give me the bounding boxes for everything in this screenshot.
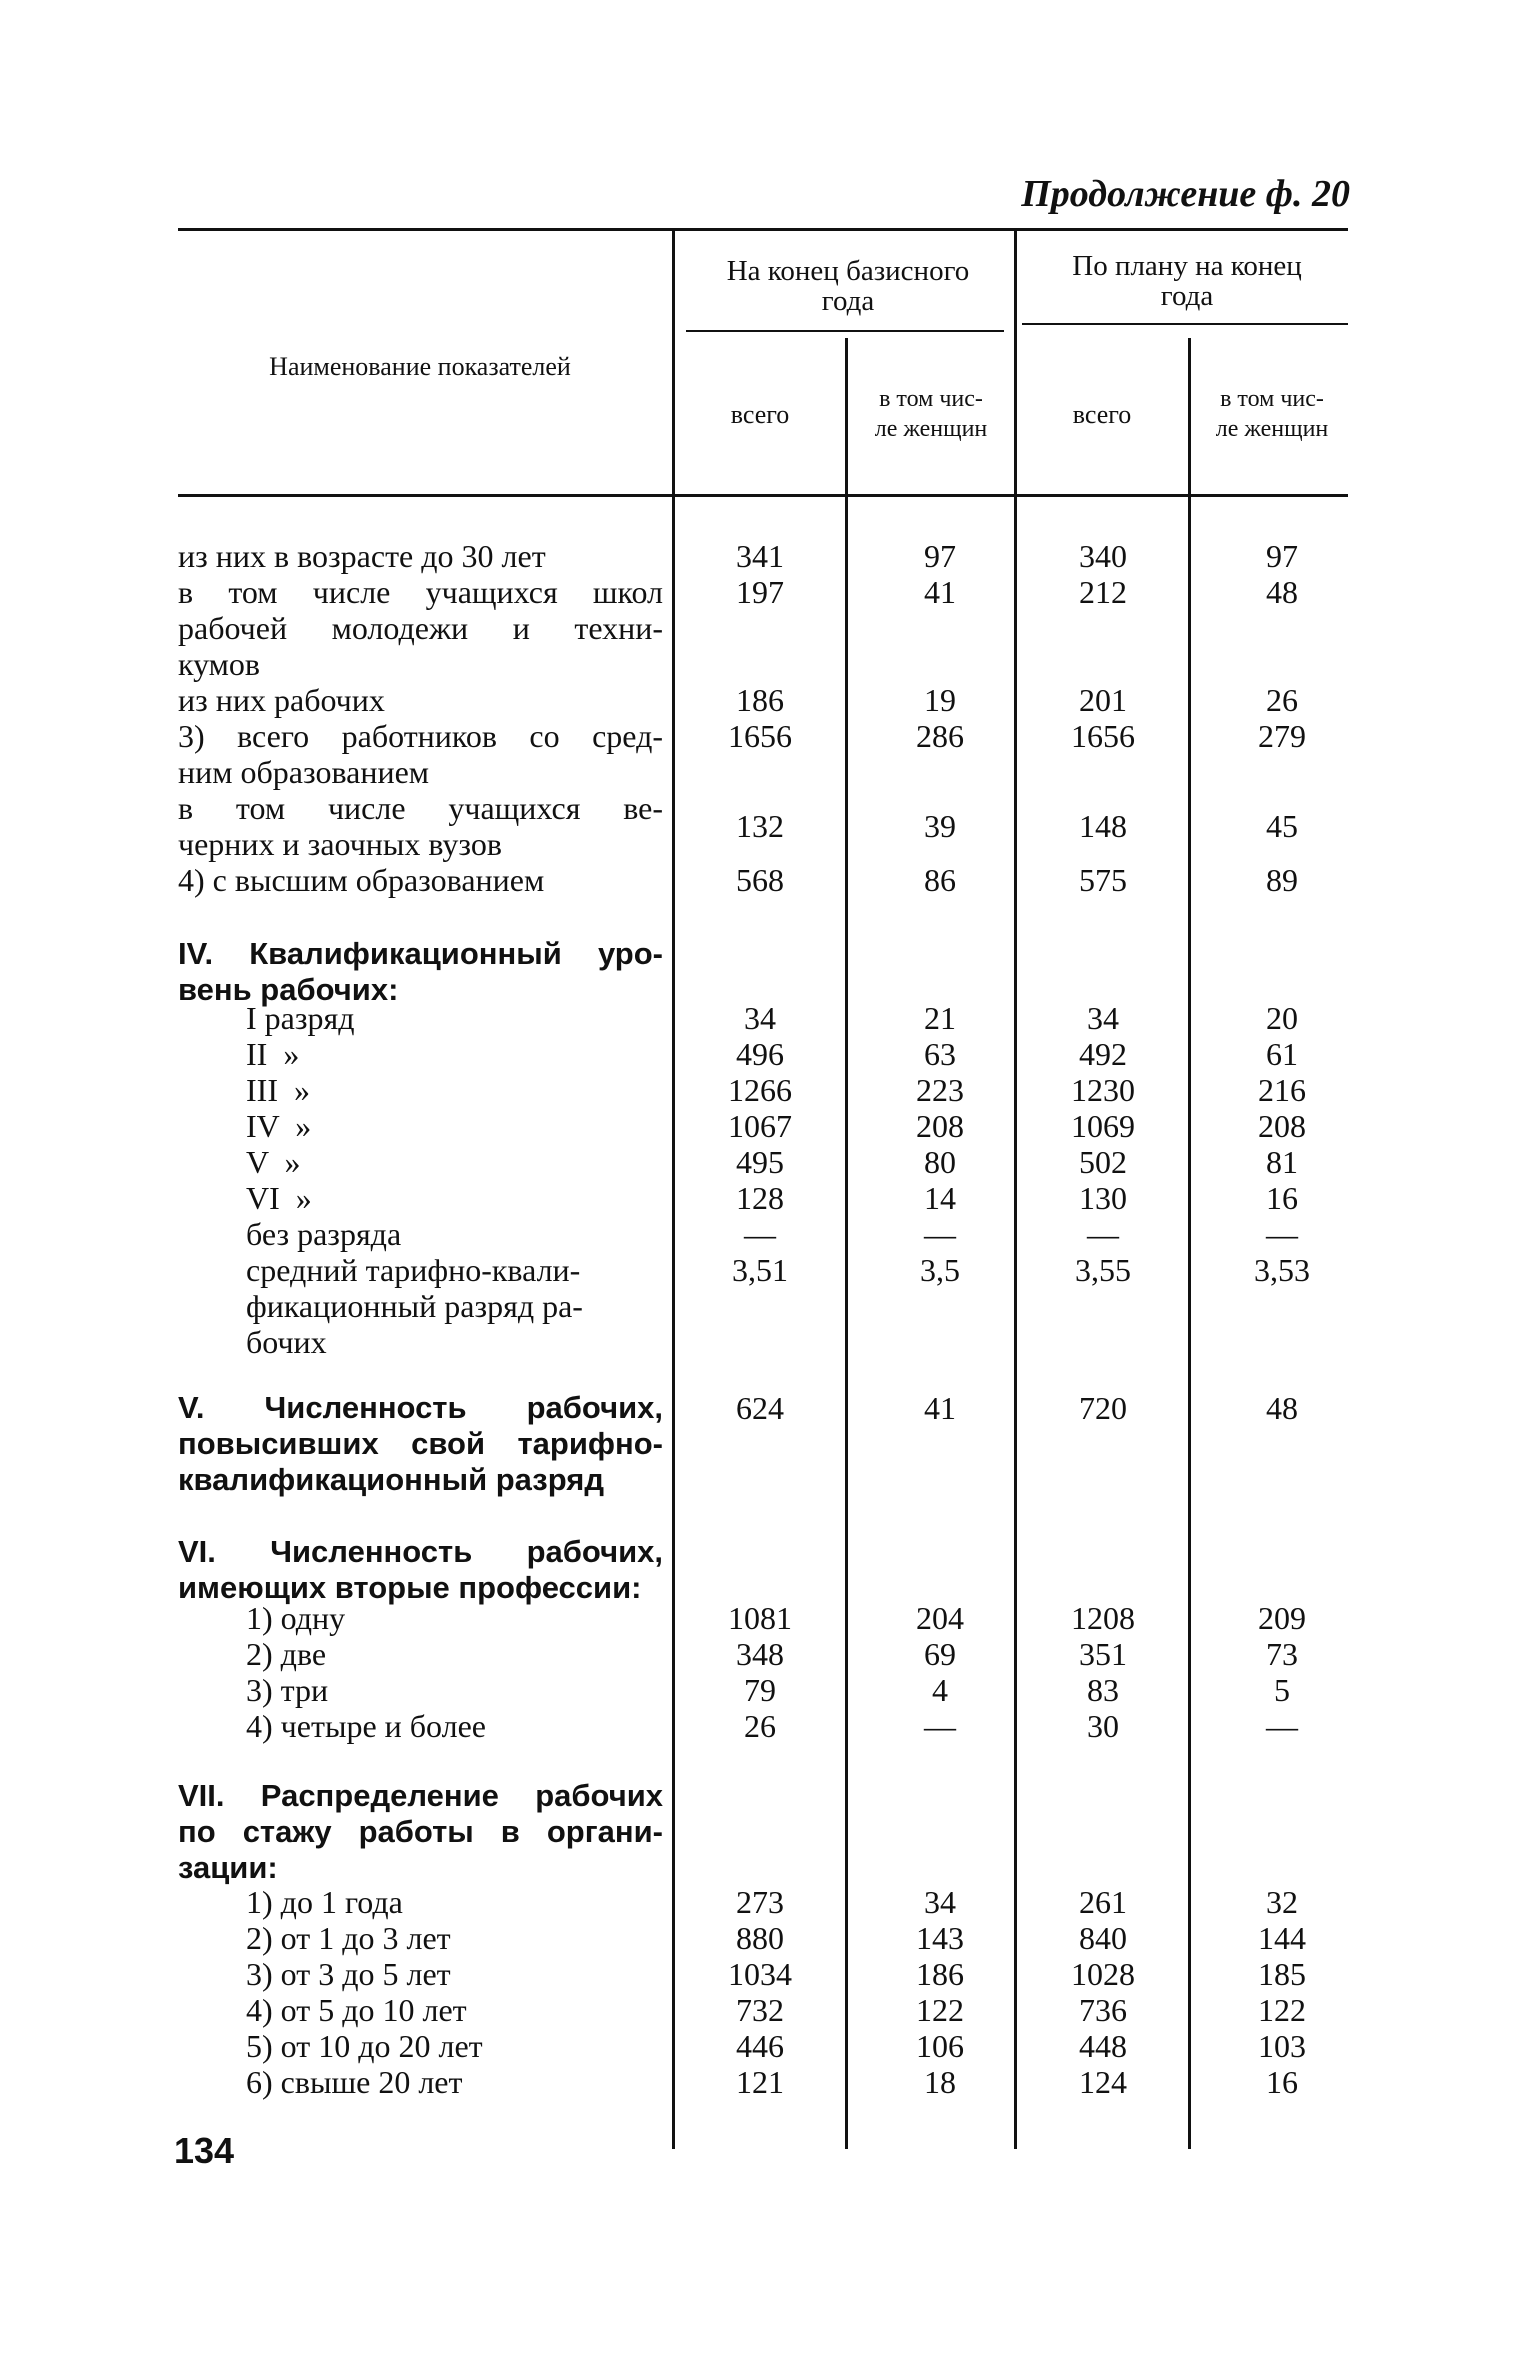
header-plan-women-line2: ле женщин bbox=[1215, 416, 1329, 442]
row-value: 736 bbox=[1079, 1992, 1127, 2028]
row-value: 41 bbox=[924, 574, 956, 610]
row-label-line: 4) с высшим образованием bbox=[178, 862, 545, 898]
row-value: — bbox=[924, 1708, 956, 1744]
row-label-line: V. Численность рабочих, bbox=[178, 1390, 663, 1425]
row-label bbox=[246, 1636, 663, 1672]
row-label-line: 1) до 1 года bbox=[246, 1884, 403, 1920]
row-value: 3,5 bbox=[920, 1252, 960, 1288]
row-value: 16 bbox=[1266, 1180, 1298, 1216]
row-value: 5 bbox=[1274, 1672, 1290, 1708]
row-label bbox=[246, 1992, 663, 2028]
row-label bbox=[246, 1000, 663, 1036]
plan-year-subrule bbox=[1022, 323, 1348, 325]
row-label-line: 4) от 5 до 10 лет bbox=[246, 1992, 467, 2028]
row-label-line: черних и заочных вузов bbox=[178, 826, 502, 862]
row-label-line: средний тарифно-квали- bbox=[246, 1252, 581, 1288]
row-value: 30 bbox=[1087, 1708, 1119, 1744]
row-value: 143 bbox=[916, 1920, 964, 1956]
row-value: 341 bbox=[736, 538, 784, 574]
row-label-line: 2) от 1 до 3 лет bbox=[246, 1920, 451, 1956]
header-base-year-line1: На конец базисного bbox=[726, 255, 970, 287]
row-value: 340 bbox=[1079, 538, 1127, 574]
row-value: 39 bbox=[924, 808, 956, 844]
row-value: 448 bbox=[1079, 2028, 1127, 2064]
row-label-line: III » bbox=[246, 1072, 310, 1108]
row-value: 4 bbox=[932, 1672, 948, 1708]
row-value: 14 bbox=[924, 1180, 956, 1216]
row-label bbox=[246, 1708, 663, 1744]
header-base-year-line2: года bbox=[821, 285, 875, 317]
row-label-line: 3) три bbox=[246, 1672, 329, 1708]
row-label-line: в том числе учащихся школ bbox=[178, 574, 663, 610]
row-label-line: рабочей молодежи и техни- bbox=[178, 610, 663, 646]
row-label-line: 1) одну bbox=[246, 1600, 346, 1636]
row-label-line: зации: bbox=[178, 1850, 278, 1885]
row-value: 121 bbox=[736, 2064, 784, 2100]
header-plan-year-line1: По плану на конец bbox=[1072, 250, 1302, 282]
row-label-line: 3) от 3 до 5 лет bbox=[246, 1956, 451, 1992]
row-value: 212 bbox=[1079, 574, 1127, 610]
row-value: — bbox=[744, 1216, 776, 1252]
row-label-line: вень рабочих: bbox=[178, 972, 399, 1007]
row-value: 26 bbox=[744, 1708, 776, 1744]
header-plan-year bbox=[1020, 251, 1354, 311]
row-value: 208 bbox=[1258, 1108, 1306, 1144]
row-value: 26 bbox=[1266, 682, 1298, 718]
row-value: 496 bbox=[736, 1036, 784, 1072]
row-value: 48 bbox=[1266, 1390, 1298, 1426]
row-value: 216 bbox=[1258, 1072, 1306, 1108]
row-value: 81 bbox=[1266, 1144, 1298, 1180]
row-label bbox=[246, 1956, 663, 1992]
row-label bbox=[178, 718, 663, 790]
row-label-line: ним образованием bbox=[178, 754, 430, 790]
row-value: 21 bbox=[924, 1000, 956, 1036]
row-value: 880 bbox=[736, 1920, 784, 1956]
header-base-total: всего bbox=[730, 400, 790, 429]
row-value: 122 bbox=[916, 1992, 964, 2028]
row-label-line: повысивших свой тарифно- bbox=[178, 1426, 663, 1461]
row-value: 1081 bbox=[728, 1600, 792, 1636]
row-value: 1028 bbox=[1071, 1956, 1135, 1992]
row-label-line: 2) две bbox=[246, 1636, 327, 1672]
row-value: 132 bbox=[736, 808, 784, 844]
row-value: 223 bbox=[916, 1072, 964, 1108]
row-value: 185 bbox=[1258, 1956, 1306, 1992]
row-value: 492 bbox=[1079, 1036, 1127, 1072]
row-value: 348 bbox=[736, 1636, 784, 1672]
row-label-line: VII. Распределение рабочих bbox=[178, 1778, 663, 1813]
row-label-line: II » bbox=[246, 1036, 300, 1072]
row-label bbox=[246, 1036, 663, 1072]
row-label bbox=[178, 682, 663, 718]
row-label-line: квалификационный разряд bbox=[178, 1462, 604, 1497]
header-plan-women-line1: в том чис- bbox=[1220, 386, 1324, 412]
row-label bbox=[246, 1252, 663, 1360]
row-value: 1067 bbox=[728, 1108, 792, 1144]
table-caption: Продолжение ф. 20 bbox=[1021, 173, 1350, 215]
header-plan-women bbox=[1192, 384, 1352, 444]
row-value: 1034 bbox=[728, 1956, 792, 1992]
row-value: 1656 bbox=[1071, 718, 1135, 754]
row-value: 575 bbox=[1079, 862, 1127, 898]
row-label-line: по стажу работы в органи- bbox=[178, 1814, 663, 1849]
row-label-line: 4) четыре и более bbox=[246, 1708, 486, 1744]
row-value: 124 bbox=[1079, 2064, 1127, 2100]
row-label bbox=[246, 2028, 663, 2064]
row-value: 495 bbox=[736, 1144, 784, 1180]
row-value: 61 bbox=[1266, 1036, 1298, 1072]
row-value: 41 bbox=[924, 1390, 956, 1426]
row-label-line: IV. Квалификационный уро- bbox=[178, 936, 663, 971]
row-value: 34 bbox=[924, 1884, 956, 1920]
row-value: 20 bbox=[1266, 1000, 1298, 1036]
row-label bbox=[178, 936, 663, 1008]
row-value: 18 bbox=[924, 2064, 956, 2100]
row-label bbox=[178, 862, 663, 898]
row-label-line: V » bbox=[246, 1144, 301, 1180]
row-label bbox=[178, 790, 663, 862]
top-rule bbox=[178, 228, 1348, 231]
row-value: 446 bbox=[736, 2028, 784, 2064]
row-label-line: имеющих вторые профессии: bbox=[178, 1570, 642, 1605]
row-value: 1230 bbox=[1071, 1072, 1135, 1108]
row-label-line: в том числе учащихся ве- bbox=[178, 790, 663, 826]
base-year-subrule bbox=[686, 330, 1004, 332]
header-base-year bbox=[680, 256, 1016, 316]
row-value: 45 bbox=[1266, 808, 1298, 844]
row-value: 186 bbox=[736, 682, 784, 718]
row-label bbox=[246, 1884, 663, 1920]
page-number: 134 bbox=[174, 2130, 235, 2171]
row-label-line: бочих bbox=[246, 1324, 327, 1360]
row-value: 1069 bbox=[1071, 1108, 1135, 1144]
row-value: 1656 bbox=[728, 718, 792, 754]
row-label-line: I разряд bbox=[246, 1000, 355, 1036]
row-value: 201 bbox=[1079, 682, 1127, 718]
row-value: 279 bbox=[1258, 718, 1306, 754]
row-label-line: 5) от 10 до 20 лет bbox=[246, 2028, 483, 2064]
row-value: 3,51 bbox=[732, 1252, 788, 1288]
row-value: 122 bbox=[1258, 1992, 1306, 2028]
row-label-line: VI. Численность рабочих, bbox=[178, 1534, 663, 1569]
row-value: — bbox=[1266, 1216, 1298, 1252]
row-value: 79 bbox=[744, 1672, 776, 1708]
row-value: 1208 bbox=[1071, 1600, 1135, 1636]
row-label bbox=[178, 1390, 663, 1498]
row-value: 197 bbox=[736, 574, 784, 610]
col-divider-3 bbox=[1014, 231, 1017, 2149]
row-value: 286 bbox=[916, 718, 964, 754]
row-label-line: IV » bbox=[246, 1108, 312, 1144]
row-value: 63 bbox=[924, 1036, 956, 1072]
row-value: 103 bbox=[1258, 2028, 1306, 2064]
row-label bbox=[246, 2064, 663, 2100]
row-value: 97 bbox=[924, 538, 956, 574]
row-value: 16 bbox=[1266, 2064, 1298, 2100]
header-bottom-rule bbox=[178, 494, 1348, 497]
header-base-women-line2: ле женщин bbox=[874, 416, 988, 442]
row-label bbox=[246, 1672, 663, 1708]
row-value: 208 bbox=[916, 1108, 964, 1144]
row-label bbox=[246, 1216, 663, 1252]
row-value: 3,53 bbox=[1254, 1252, 1310, 1288]
row-label-line: без разряда bbox=[246, 1216, 402, 1252]
row-value: 83 bbox=[1087, 1672, 1119, 1708]
header-plan-total: всего bbox=[1072, 400, 1132, 429]
row-value: 1266 bbox=[728, 1072, 792, 1108]
row-value: 209 bbox=[1258, 1600, 1306, 1636]
row-label bbox=[178, 1778, 663, 1886]
header-plan-year-line2: года bbox=[1160, 280, 1214, 312]
row-label bbox=[246, 1180, 663, 1216]
row-label-line: VI » bbox=[246, 1180, 312, 1216]
row-value: 273 bbox=[736, 1884, 784, 1920]
row-value: 144 bbox=[1258, 1920, 1306, 1956]
row-label bbox=[246, 1920, 663, 1956]
row-label-line: из них в возрасте до 30 лет bbox=[178, 538, 546, 574]
row-value: 80 bbox=[924, 1144, 956, 1180]
row-value: 261 bbox=[1079, 1884, 1127, 1920]
row-value: 351 bbox=[1079, 1636, 1127, 1672]
row-value: 86 bbox=[924, 862, 956, 898]
row-value: 502 bbox=[1079, 1144, 1127, 1180]
header-base-women bbox=[848, 384, 1014, 444]
row-value: — bbox=[1087, 1216, 1119, 1252]
row-value: 106 bbox=[916, 2028, 964, 2064]
row-value: 32 bbox=[1266, 1884, 1298, 1920]
row-value: 34 bbox=[1087, 1000, 1119, 1036]
row-value: 89 bbox=[1266, 862, 1298, 898]
row-label bbox=[246, 1108, 663, 1144]
row-label bbox=[246, 1072, 663, 1108]
row-value: 19 bbox=[924, 682, 956, 718]
row-label bbox=[246, 1600, 663, 1636]
row-value: 34 bbox=[744, 1000, 776, 1036]
row-value: 130 bbox=[1079, 1180, 1127, 1216]
row-label-line: 3) всего работников со сред- bbox=[178, 718, 663, 754]
row-value: 48 bbox=[1266, 574, 1298, 610]
row-label bbox=[246, 1144, 663, 1180]
col-divider-2 bbox=[845, 338, 848, 2149]
row-value: 3,55 bbox=[1075, 1252, 1131, 1288]
row-label-line: фикационный разряд ра- bbox=[246, 1288, 583, 1324]
row-value: 204 bbox=[916, 1600, 964, 1636]
row-value: 186 bbox=[916, 1956, 964, 1992]
row-value: 624 bbox=[736, 1390, 784, 1426]
row-value: 69 bbox=[924, 1636, 956, 1672]
row-value: 97 bbox=[1266, 538, 1298, 574]
header-indicator: Наименование показателей bbox=[269, 352, 571, 381]
row-value: 732 bbox=[736, 1992, 784, 2028]
col-divider-1 bbox=[672, 231, 675, 2149]
row-value: — bbox=[924, 1216, 956, 1252]
col-divider-4 bbox=[1188, 338, 1191, 2149]
row-label-line: кумов bbox=[178, 646, 261, 682]
row-value: 840 bbox=[1079, 1920, 1127, 1956]
row-label bbox=[178, 574, 663, 682]
row-value: 720 bbox=[1079, 1390, 1127, 1426]
row-value: — bbox=[1266, 1708, 1298, 1744]
row-label-line: 6) свыше 20 лет bbox=[246, 2064, 463, 2100]
row-label bbox=[178, 538, 663, 574]
header-base-women-line1: в том чис- bbox=[879, 386, 983, 412]
row-value: 73 bbox=[1266, 1636, 1298, 1672]
row-value: 568 bbox=[736, 862, 784, 898]
row-label-line: из них рабочих bbox=[178, 682, 385, 718]
row-label bbox=[178, 1534, 663, 1606]
row-value: 148 bbox=[1079, 808, 1127, 844]
row-value: 128 bbox=[736, 1180, 784, 1216]
